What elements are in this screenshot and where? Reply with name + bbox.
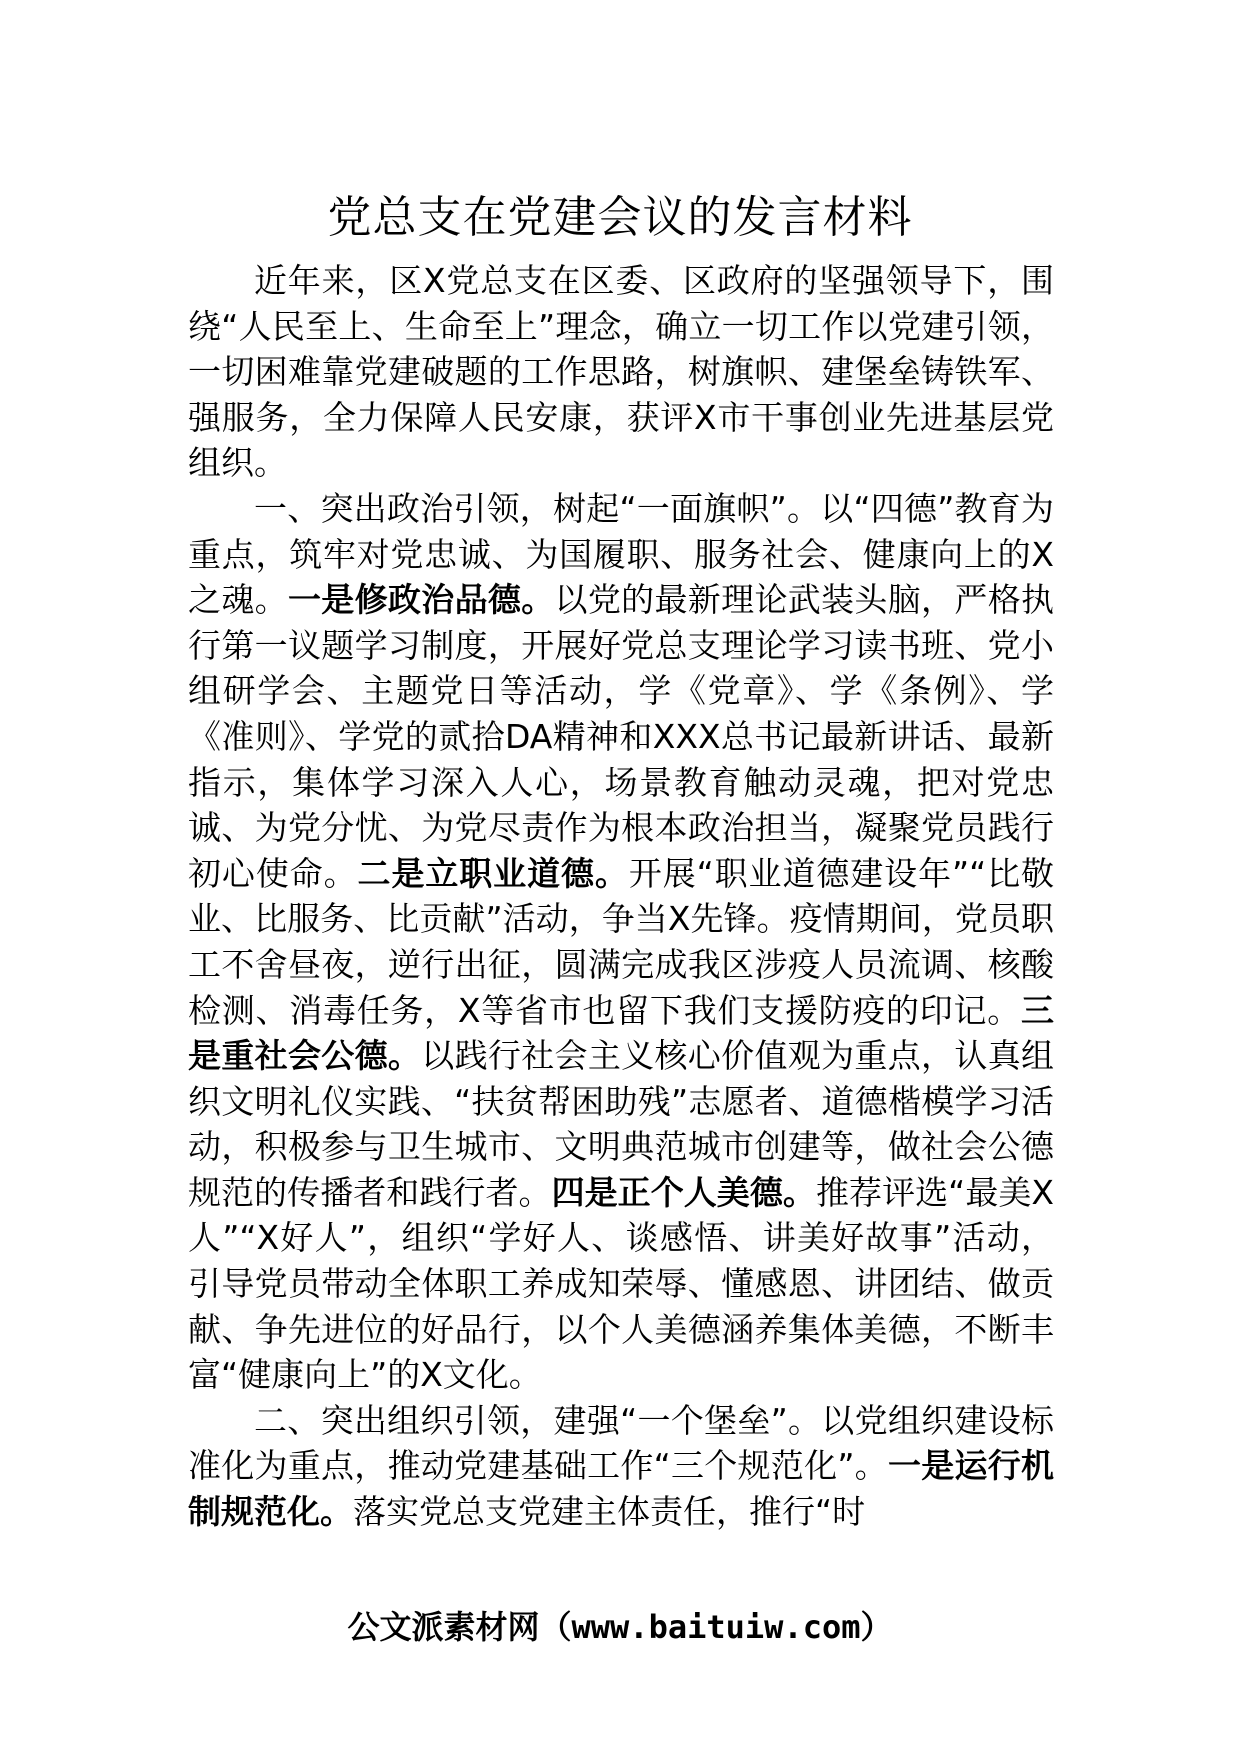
section-1-paragraph	[188, 486, 1054, 1398]
section-1-lead: 一、突出政治引领，树起“一面旗帜”。以“四德”教育为重点，筑牢对党忠诚、为国履职、服务社会、健康向上的X之魂。	[188, 488, 1054, 620]
section-1-point-2-title: 二是立职业道德。	[357, 853, 629, 893]
section-1-point-1-text: 以党的最新理论武装头脑，严格执行第一议题学习制度，开展好党总支理论学习读书班、党小组研学会、主题党日等活动，学《党章》、学《条例》、学《准则》、学党的贰拾DA精神和XXX总书记最新讲话、最新指示，集体学习深入人心，场景教育触动灵魂，把对党忠诚、为党分忧、为党尽责作为根本政治担当，凝聚党员践行初心使命。	[188, 580, 1055, 893]
intro-paragraph: 近年来，区X党总支在区委、区政府的坚强领导下，围绕“人民至上、生命至上”理念，确立一切工作以党建引领，一切困难靠党建破题的工作思路，树旗帜、建堡垒铸铁军、强服务，全力保障人民安康，获评X市干事创业先进基层党组织。	[188, 261, 1054, 483]
section-1-point-4-text: 推荐评选“最美X人”“X好人”，组织“学好人、谈感悟、讲美好故事”活动，引导党员带动全体职工养成知荣辱、懂感恩、讲团结、做贡献、争先进位的好品行，以个人美德涵养集体美德，不断丰富“健康向上”的X文化。	[188, 1172, 1055, 1395]
document-body	[188, 258, 1054, 1535]
section-2-paragraph	[188, 1398, 1054, 1535]
footer-watermark	[0, 1605, 1240, 1649]
section-1-point-3-title: 三是重社会公德。	[188, 990, 1054, 1076]
section-2-point-1-text: 落实党总支党建主体责任，推行“时	[353, 1492, 866, 1532]
section-2-point-1-title: 一是运行机制规范化。	[188, 1446, 1054, 1532]
section-1-point-1-title: 一是修政治品德。	[287, 580, 555, 620]
section-1-point-2-text: 开展“职业道德建设年”“比敬业、比服务、比贡献”活动，争当X先锋。疫情期间，党员职工不舍昼夜，逆行出征，圆满完成我区涉疫人员流调、核酸检测、消毒任务，X等省市也留下我们支援防疫的印记。	[188, 853, 1054, 1030]
section-2-lead: 二、突出组织引领，建强“一个堡垒”。以党组织建设标准化为重点，推动党建基础工作“三个规范化”。	[188, 1400, 1054, 1486]
footer-site-name: 公文派素材网	[347, 1608, 540, 1646]
section-1-point-4-title: 四是正个人美德。	[551, 1172, 816, 1212]
document-title: 党总支在党建会议的发言材料	[327, 192, 913, 243]
section-1-point-3-text: 以践行社会主义核心价值观为重点，认真组织文明礼仪实践、“扶贫帮困助残”志愿者、道德楷模学习活动，积极参与卫生城市、文明典范城市创建等，做社会公德规范的传播者和践行者。	[188, 1036, 1055, 1212]
footer-url[interactable]: （www.baituiw.com）	[539, 1608, 893, 1646]
